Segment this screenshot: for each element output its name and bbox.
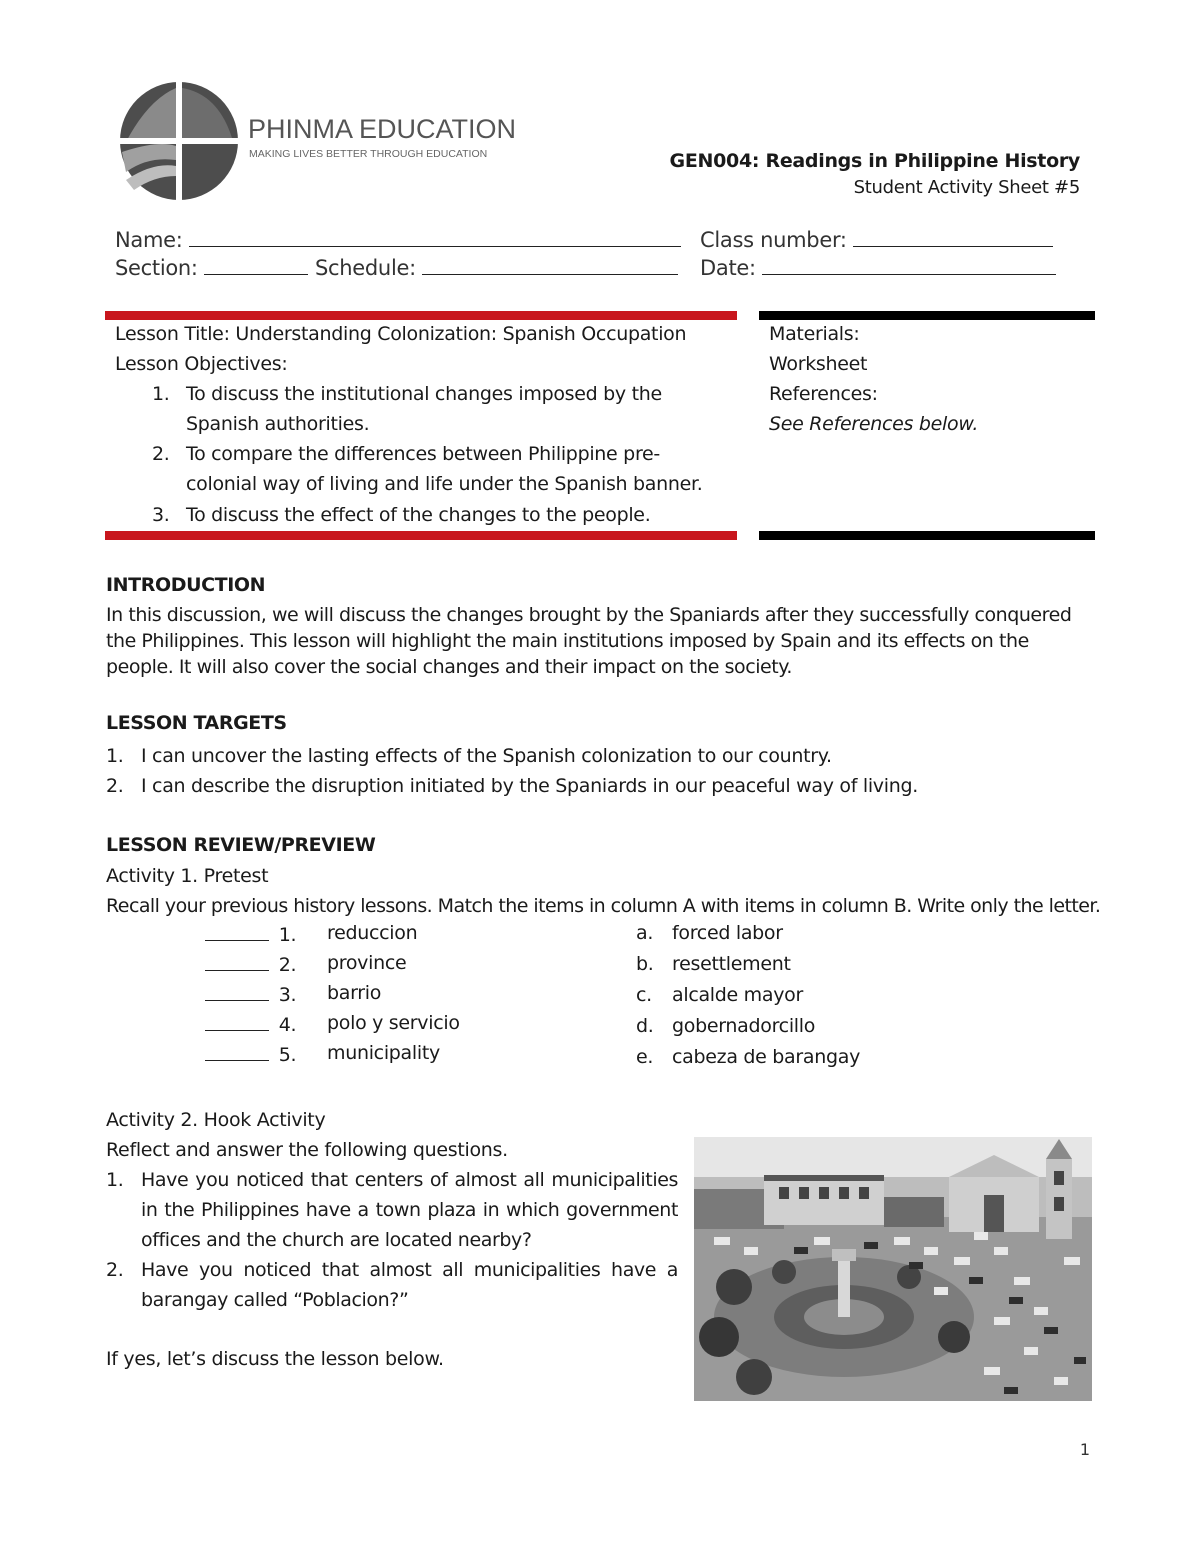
answer-blank[interactable]: [205, 1042, 269, 1061]
activity1-instructions: Recall your previous history lessons. Match the items in column A with items in column B. Write only the letter.: [106, 895, 1101, 917]
objectives-label: Lesson Objectives:: [115, 353, 288, 375]
phinma-logo-icon: [118, 80, 240, 202]
schedule-label: Schedule:: [315, 256, 416, 280]
answer-blank[interactable]: [205, 1012, 269, 1031]
target-item: 1. I can uncover the lasting effects of the Spanish colonization to our country.: [106, 745, 832, 767]
date-blank[interactable]: [762, 256, 1056, 275]
course-title: GEN004: Readings in Philippine History: [669, 150, 1080, 172]
activity2-title: Activity 2. Hook Activity: [106, 1109, 326, 1131]
references-label: References:: [769, 383, 878, 405]
answer-blank[interactable]: [205, 982, 269, 1001]
class-number-field[interactable]: [700, 228, 1053, 252]
date-field[interactable]: [700, 256, 1056, 280]
phinma-logo: [118, 80, 240, 202]
lesson-targets-heading: LESSON TARGETS: [106, 712, 287, 734]
column-a-item[interactable]: 3. barrio: [205, 982, 296, 1006]
section-label: Section:: [115, 256, 198, 280]
column-b-item: c. alcalde mayor: [636, 984, 804, 1006]
column-b-item: e. cabeza de barangay: [636, 1046, 861, 1068]
brand-name: PHINMA EDUCATION: [248, 114, 517, 144]
lesson-title: Lesson Title: Understanding Colonization: Spanish Occupation: [115, 323, 687, 345]
question-item: 2. Have you noticed that almost all municipalities have a barangay called “Poblacion?”: [106, 1259, 678, 1311]
town-plaza-photo: [694, 1137, 1092, 1401]
target-item: 2. I can describe the disruption initiated by the Spaniards in our peaceful way of living.: [106, 775, 918, 797]
red-divider-bottom: [105, 531, 737, 540]
lesson-review-heading: LESSON REVIEW/PREVIEW: [106, 834, 376, 856]
closing-text: If yes, let’s discuss the lesson below.: [106, 1348, 444, 1370]
objective-item: 3. To discuss the effect of the changes to the people.: [152, 504, 651, 526]
page-number: 1: [1079, 1440, 1090, 1459]
column-a-item[interactable]: 1. reduccion: [205, 922, 296, 946]
schedule-field[interactable]: [315, 256, 678, 280]
date-label: Date:: [700, 256, 756, 280]
question-item: 1. Have you noticed that centers of almost all municipalities in the Philippines have a town plaza in which government offices and the church are located nearby?: [106, 1169, 678, 1251]
column-b-item: b. resettlement: [636, 953, 791, 975]
name-label: Name:: [115, 228, 183, 252]
schedule-blank[interactable]: [422, 256, 678, 275]
class-number-blank[interactable]: [853, 228, 1053, 247]
brand-tagline: MAKING LIVES BETTER THROUGH EDUCATION: [249, 148, 488, 160]
objective-item: 2. To compare the differences between Philippine pre-colonial way of living and life under the Spanish banner.: [152, 443, 703, 495]
column-a-item[interactable]: 4. polo y servicio: [205, 1012, 296, 1036]
column-a-item[interactable]: 2. province: [205, 952, 296, 976]
section-blank[interactable]: [204, 256, 308, 275]
column-b-item: a. forced labor: [636, 922, 783, 944]
name-blank[interactable]: [189, 228, 681, 247]
introduction-text: In this discussion, we will discuss the changes brought by the Spaniards after they successfully conquered the Philippines. This lesson will highlight the main institutions imposed by Spain and its effects on the people. It will also cover the social changes and their impact on the society.: [106, 604, 1072, 678]
name-field[interactable]: [115, 228, 681, 252]
references-value: See References below.: [769, 413, 979, 435]
town-plaza-image: [694, 1137, 1092, 1401]
black-divider-bottom: [759, 531, 1095, 540]
column-b-item: d. gobernadorcillo: [636, 1015, 816, 1037]
materials-label: Materials:: [769, 323, 860, 345]
column-a-item[interactable]: 5. municipality: [205, 1042, 296, 1066]
activity2-instructions: Reflect and answer the following questions.: [106, 1139, 508, 1161]
materials-value: Worksheet: [769, 353, 868, 375]
sheet-subtitle: Student Activity Sheet #5: [853, 177, 1080, 198]
activity1-title: Activity 1. Pretest: [106, 865, 269, 887]
section-field[interactable]: [115, 256, 308, 280]
answer-blank[interactable]: [205, 922, 269, 941]
objective-item: 1. To discuss the institutional changes imposed by the Spanish authorities.: [152, 383, 662, 435]
class-number-label: Class number:: [700, 228, 847, 252]
answer-blank[interactable]: [205, 952, 269, 971]
introduction-heading: INTRODUCTION: [106, 574, 266, 596]
